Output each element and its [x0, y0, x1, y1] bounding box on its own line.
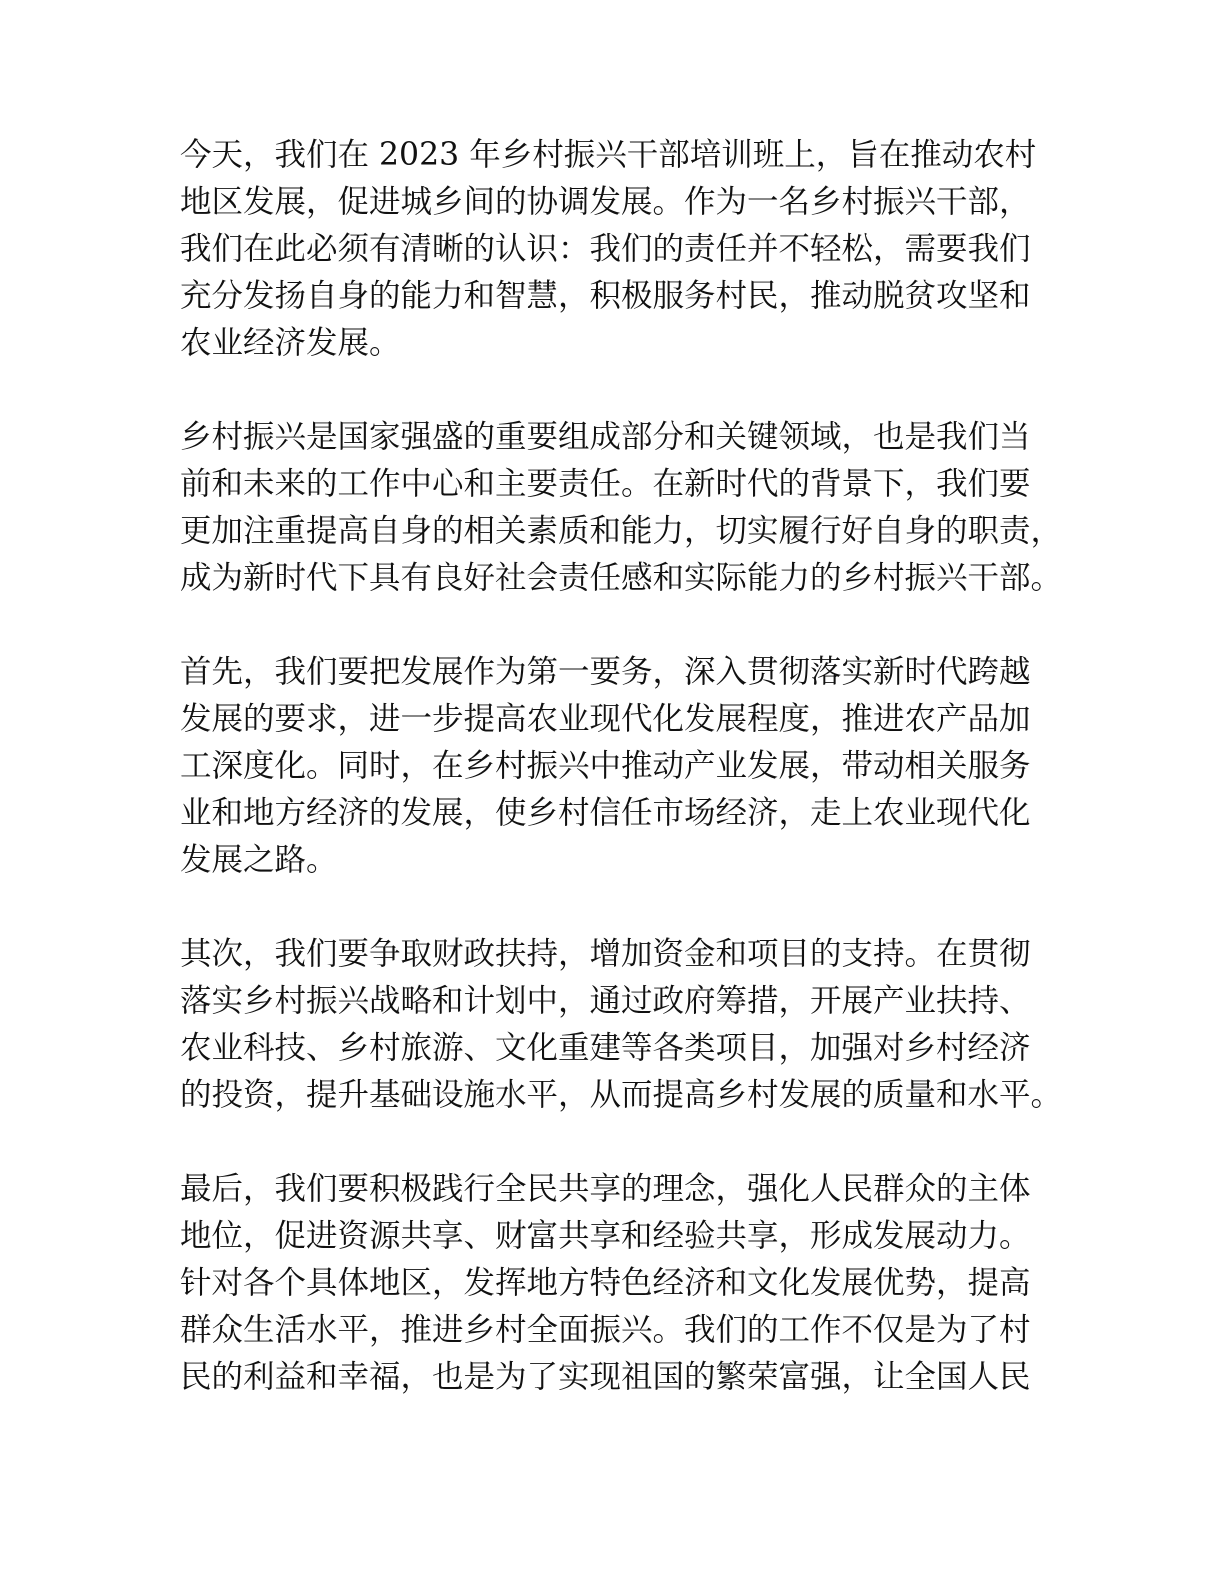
text-line: 地位，促进资源共享、财富共享和经验共享，形成发展动力。	[180, 1218, 1031, 1254]
paragraph	[180, 649, 1050, 884]
document-body	[180, 132, 1063, 1448]
paragraph	[180, 1166, 1050, 1401]
text-line: 更加注重提高自身的相关素质和能力，切实履行好自身的职责，	[180, 513, 1063, 549]
text-line: 民的利益和幸福，也是为了实现祖国的繁荣富强，让全国人民	[180, 1359, 1031, 1395]
paragraph	[180, 931, 1063, 1119]
text-line: 发展之路。	[180, 842, 338, 878]
text-line: 乡村振兴是国家强盛的重要组成部分和关键领域，也是我们当	[180, 419, 1031, 455]
paragraph	[180, 132, 1050, 367]
text-line: 的投资，提升基础设施水平，从而提高乡村发展的质量和水平。	[180, 1077, 1063, 1113]
text-line: 今天，我们在 2023 年乡村振兴干部培训班上，旨在推动农村	[180, 137, 1037, 173]
text-line: 针对各个具体地区，发挥地方特色经济和文化发展优势，提高	[180, 1265, 1031, 1301]
text-line: 前和未来的工作中心和主要责任。在新时代的背景下，我们要	[180, 466, 1031, 502]
text-line: 落实乡村振兴战略和计划中，通过政府筹措，开展产业扶持、	[180, 983, 1031, 1019]
text-line: 业和地方经济的发展，使乡村信任市场经济，走上农业现代化	[180, 795, 1031, 831]
text-line: 农业经济发展。	[180, 325, 401, 361]
paragraph	[180, 414, 1063, 602]
text-line: 发展的要求，进一步提高农业现代化发展程度，推进农产品加	[180, 701, 1031, 737]
text-line: 成为新时代下具有良好社会责任感和实际能力的乡村振兴干部。	[180, 560, 1063, 596]
text-line: 农业科技、乡村旅游、文化重建等各类项目，加强对乡村经济	[180, 1030, 1031, 1066]
text-line: 地区发展，促进城乡间的协调发展。作为一名乡村振兴干部，	[180, 184, 1031, 220]
text-line: 我们在此必须有清晰的认识：我们的责任并不轻松，需要我们	[180, 231, 1031, 267]
text-line: 首先，我们要把发展作为第一要务，深入贯彻落实新时代跨越	[180, 654, 1031, 690]
text-line: 群众生活水平，推进乡村全面振兴。我们的工作不仅是为了村	[180, 1312, 1031, 1348]
text-line: 最后，我们要积极践行全民共享的理念，强化人民群众的主体	[180, 1171, 1031, 1207]
text-line: 充分发扬自身的能力和智慧，积极服务村民，推动脱贫攻坚和	[180, 278, 1031, 314]
text-line: 其次，我们要争取财政扶持，增加资金和项目的支持。在贯彻	[180, 936, 1031, 972]
text-line: 工深度化。同时，在乡村振兴中推动产业发展，带动相关服务	[180, 748, 1031, 784]
